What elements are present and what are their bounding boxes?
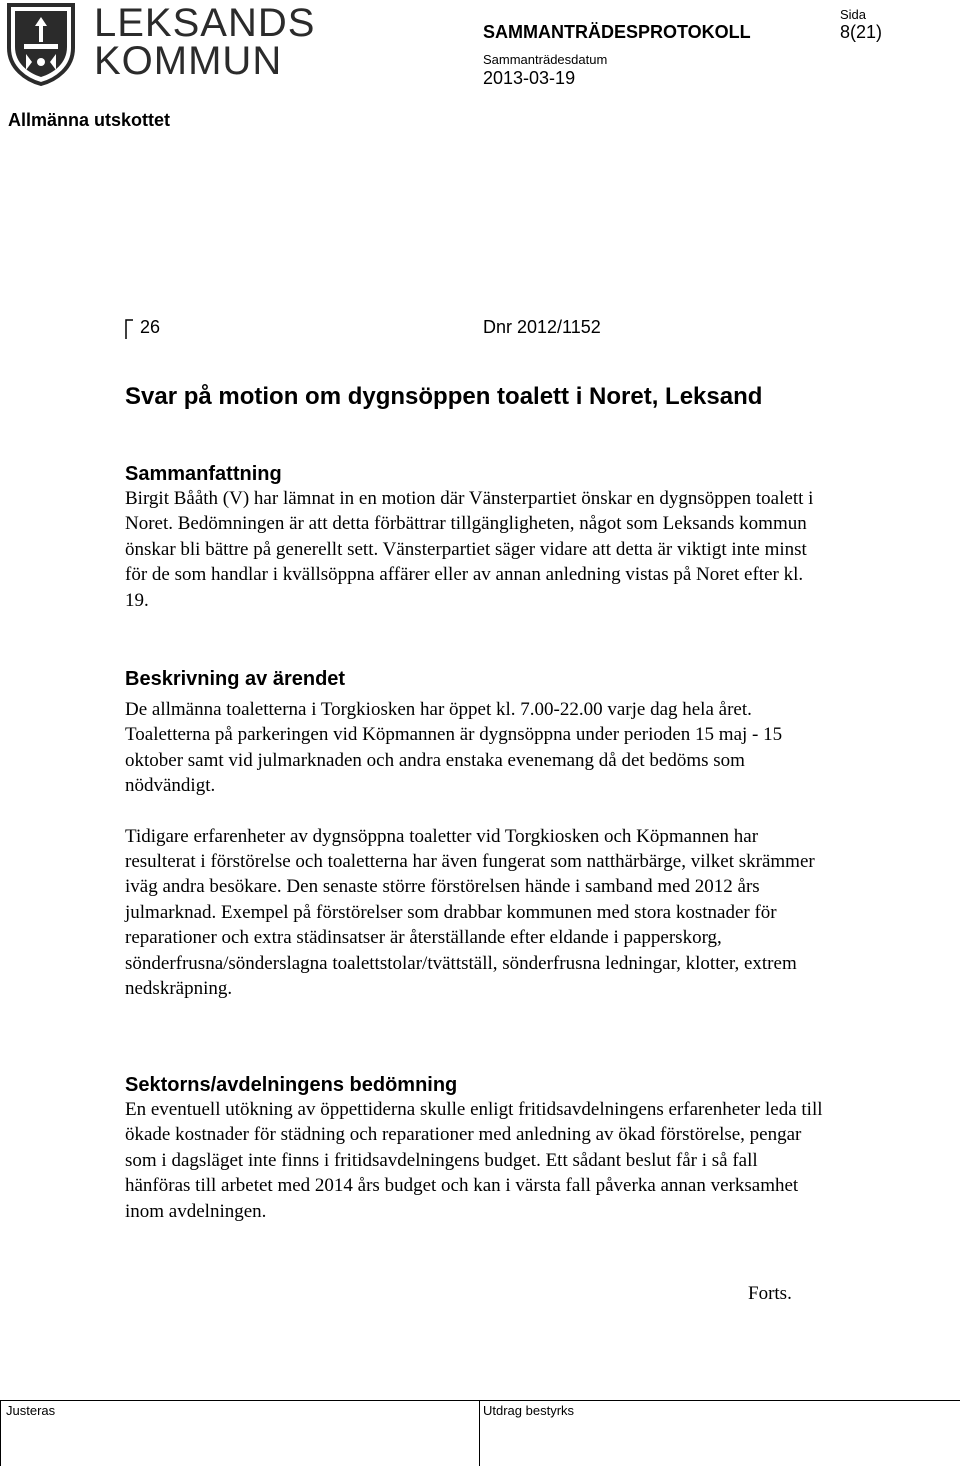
meeting-date-label: Sammanträdesdatum — [483, 52, 608, 67]
protocol-title: SAMMANTRÄDESPROTOKOLL — [483, 22, 751, 42]
coat-of-arms-icon — [6, 2, 76, 86]
logo-text-line-1: LEKSANDS — [94, 1, 316, 45]
item-title: Svar på motion om dygnsöppen toalett i Noret, Leksand — [125, 383, 763, 410]
case-number: Dnr 2012/1152 — [483, 317, 601, 337]
footer-column-divider — [479, 1401, 480, 1466]
summary-text: Birgit Bååth (V) har lämnat in en motion där Vänsterpartiet önskar en dygnsöppen toalett i Noret. Bedömningen är att detta förbättrar tillgängligheten, något som Leksands kommun önskar bli bättre på generellt sett. Vänsterpartiet säger vidare att detta är viktigt inte minst för de som handlar i kvällsöppna affärer eller av annan anledning vistas på Noret efter kl. 19. — [125, 488, 814, 611]
meeting-date: 2013-03-19 — [483, 68, 576, 88]
description-paragraph-2: Tidigare erfarenheter av dygnsöppna toaletter vid Torgkiosken och Köpmannen har resulterat i förstörelse och toaletterna har även fungerat som natthärbärge, vilket skrämmer iväg andra besökare. Den senaste större förstörelsen hände i samband med 2012 års julmarknad. Exempel på förstörelser som drabbar kommunen med stora kostnader för reparationer och extra städinsatser är återställande efter eldande i papperskorg, sönderfrusna/sönderslagna toalettstolar/tvättställ, sönderfrusna ledningar, klotter, extrem nedskräpning. — [125, 825, 815, 1000]
continued-note: Forts. — [748, 1283, 792, 1304]
committee-name: Allmänna utskottet — [8, 110, 171, 130]
summary-heading: Sammanfattning — [125, 463, 282, 485]
page-label: Sida — [840, 7, 867, 22]
summary-section — [125, 462, 825, 613]
page-number: 8(21) — [840, 22, 883, 42]
footer-left-border — [0, 1401, 1, 1466]
description-section — [125, 667, 825, 1001]
assessment-section — [125, 1073, 825, 1224]
item-number: 26 — [140, 317, 161, 337]
paragraph-hook-icon — [124, 318, 134, 340]
description-heading: Beskrivning av ärendet — [125, 668, 346, 690]
assessment-text: En eventuell utökning av öppettiderna skulle enligt fritidsavdelningens erfarenheter leda till ökade kostnader för städning och reparationer med anledning av ökad förstörelse, pengar som i dagsläget inte finns i fritidsavdelningens budget. Ett sådant beslut får i så fall hänföras till arbetet med 2014 års budget och kan i värsta fall påverka annan verksamhet inom avdelningen. — [125, 1099, 823, 1222]
footer-divider — [0, 1400, 960, 1401]
footer-utdrag-label: Utdrag bestyrks — [483, 1403, 575, 1418]
footer-justeras-label: Justeras — [6, 1403, 56, 1418]
assessment-heading: Sektorns/avdelningens bedömning — [125, 1074, 458, 1096]
municipality-logo — [6, 1, 316, 88]
description-paragraph-1: De allmänna toaletterna i Torgkiosken har öppet kl. 7.00-22.00 varje dag hela året. Toaletterna på parkeringen vid Köpmannen är dygnsöppna under perioden 15 maj - 15 oktober samt vid julmarknaden och andra enstaka evenemang då det bedöms som nödvändigt. — [125, 699, 783, 797]
logo-text-line-2: KOMMUN — [94, 39, 283, 83]
